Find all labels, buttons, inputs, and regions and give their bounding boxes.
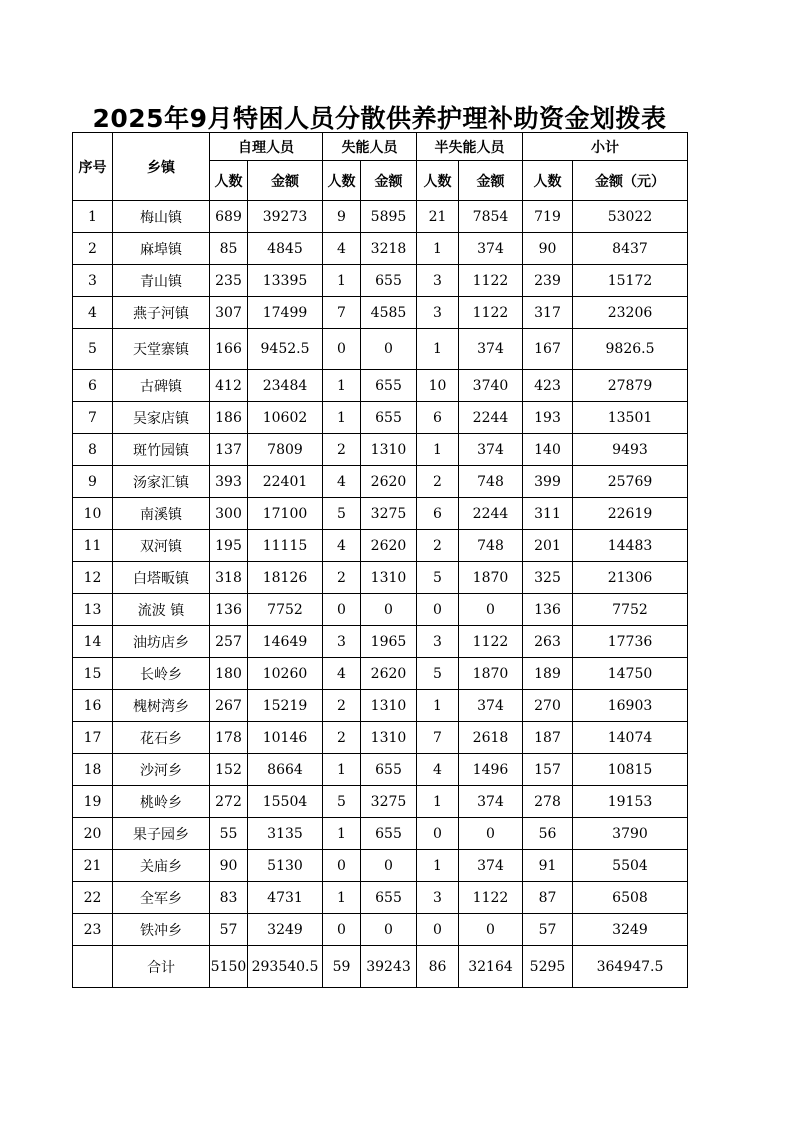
semi-disabled-count-cell: 3 xyxy=(417,882,459,914)
semi-disabled-count-cell: 1 xyxy=(417,850,459,882)
self-care-amount-cell: 4731 xyxy=(248,882,323,914)
town-cell: 麻埠镇 xyxy=(113,233,210,265)
disabled-amount-cell: 3218 xyxy=(361,233,417,265)
total-self-care-count-cell: 5150 xyxy=(210,946,248,988)
table-header xyxy=(73,133,688,201)
semi-disabled-count-cell: 2 xyxy=(417,530,459,562)
disabled-amount-cell: 655 xyxy=(361,882,417,914)
self-care-amount-cell: 9452.5 xyxy=(248,329,323,370)
town-cell: 流波 镇 xyxy=(113,594,210,626)
seq-cell: 18 xyxy=(73,754,113,786)
table-row xyxy=(73,530,688,562)
disabled-count-cell: 2 xyxy=(323,562,361,594)
semi-disabled-amount-cell: 1122 xyxy=(459,265,523,297)
seq-cell: 17 xyxy=(73,722,113,754)
semi-disabled-amount-cell: 374 xyxy=(459,690,523,722)
self-care-count-cell: 178 xyxy=(210,722,248,754)
subtotal-amount-cell: 14483 xyxy=(573,530,688,562)
table-row xyxy=(73,626,688,658)
disabled-amount-cell: 5895 xyxy=(361,201,417,233)
subtotal-amount-cell: 14750 xyxy=(573,658,688,690)
subtotal-count-cell: 317 xyxy=(523,297,573,329)
subtotal-amount-cell: 15172 xyxy=(573,265,688,297)
town-cell: 全军乡 xyxy=(113,882,210,914)
disabled-amount-cell: 2620 xyxy=(361,658,417,690)
header-subtotal: 小计 xyxy=(523,133,688,161)
town-cell: 槐树湾乡 xyxy=(113,690,210,722)
self-care-amount-cell: 14649 xyxy=(248,626,323,658)
disabled-amount-cell: 3275 xyxy=(361,498,417,530)
subtotal-amount-cell: 5504 xyxy=(573,850,688,882)
semi-disabled-amount-cell: 7854 xyxy=(459,201,523,233)
total-subtotal-amount-cell: 364947.5 xyxy=(573,946,688,988)
seq-cell: 16 xyxy=(73,690,113,722)
disabled-amount-cell: 655 xyxy=(361,754,417,786)
disabled-amount-cell: 2620 xyxy=(361,466,417,498)
town-cell: 花石乡 xyxy=(113,722,210,754)
subtotal-amount-cell: 21306 xyxy=(573,562,688,594)
semi-disabled-amount-cell: 0 xyxy=(459,818,523,850)
town-cell: 白塔畈镇 xyxy=(113,562,210,594)
self-care-count-cell: 57 xyxy=(210,914,248,946)
self-care-amount-cell: 3135 xyxy=(248,818,323,850)
subtotal-count-cell: 187 xyxy=(523,722,573,754)
subtotal-count-cell: 270 xyxy=(523,690,573,722)
semi-disabled-amount-cell: 2244 xyxy=(459,498,523,530)
table-row xyxy=(73,434,688,466)
subtotal-count-cell: 193 xyxy=(523,402,573,434)
semi-disabled-amount-cell: 374 xyxy=(459,233,523,265)
self-care-count-cell: 85 xyxy=(210,233,248,265)
seq-cell: 3 xyxy=(73,265,113,297)
subtotal-amount-cell: 14074 xyxy=(573,722,688,754)
semi-disabled-count-cell: 5 xyxy=(417,562,459,594)
self-care-count-cell: 136 xyxy=(210,594,248,626)
self-care-count-cell: 180 xyxy=(210,658,248,690)
semi-disabled-count-cell: 0 xyxy=(417,594,459,626)
header-subtotal-amount: 金额（元） xyxy=(573,161,688,201)
disabled-count-cell: 5 xyxy=(323,786,361,818)
total-disabled-amount-cell: 39243 xyxy=(361,946,417,988)
self-care-amount-cell: 3249 xyxy=(248,914,323,946)
self-care-amount-cell: 15504 xyxy=(248,786,323,818)
semi-disabled-count-cell: 0 xyxy=(417,914,459,946)
total-self-care-amount-cell: 293540.5 xyxy=(248,946,323,988)
semi-disabled-amount-cell: 1496 xyxy=(459,754,523,786)
self-care-count-cell: 272 xyxy=(210,786,248,818)
seq-cell: 19 xyxy=(73,786,113,818)
subtotal-count-cell: 399 xyxy=(523,466,573,498)
town-cell: 吴家店镇 xyxy=(113,402,210,434)
semi-disabled-count-cell: 1 xyxy=(417,690,459,722)
subtotal-amount-cell: 13501 xyxy=(573,402,688,434)
semi-disabled-amount-cell: 374 xyxy=(459,850,523,882)
seq-cell: 12 xyxy=(73,562,113,594)
seq-cell: 7 xyxy=(73,402,113,434)
subtotal-amount-cell: 3249 xyxy=(573,914,688,946)
town-cell: 关庙乡 xyxy=(113,850,210,882)
seq-cell: 8 xyxy=(73,434,113,466)
self-care-amount-cell: 10260 xyxy=(248,658,323,690)
table-row xyxy=(73,562,688,594)
seq-cell: 21 xyxy=(73,850,113,882)
self-care-count-cell: 235 xyxy=(210,265,248,297)
semi-disabled-count-cell: 6 xyxy=(417,402,459,434)
disabled-count-cell: 0 xyxy=(323,329,361,370)
town-cell: 斑竹园镇 xyxy=(113,434,210,466)
subtotal-amount-cell: 53022 xyxy=(573,201,688,233)
semi-disabled-amount-cell: 374 xyxy=(459,434,523,466)
header-self-care: 自理人员 xyxy=(210,133,323,161)
total-row xyxy=(73,946,688,988)
town-cell: 天堂寨镇 xyxy=(113,329,210,370)
disabled-count-cell: 2 xyxy=(323,722,361,754)
disabled-count-cell: 1 xyxy=(323,818,361,850)
self-care-amount-cell: 22401 xyxy=(248,466,323,498)
semi-disabled-count-cell: 5 xyxy=(417,658,459,690)
subtotal-amount-cell: 8437 xyxy=(573,233,688,265)
semi-disabled-count-cell: 6 xyxy=(417,498,459,530)
subtotal-amount-cell: 7752 xyxy=(573,594,688,626)
disabled-amount-cell: 2620 xyxy=(361,530,417,562)
subtotal-amount-cell: 9493 xyxy=(573,434,688,466)
disabled-amount-cell: 4585 xyxy=(361,297,417,329)
self-care-amount-cell: 7809 xyxy=(248,434,323,466)
self-care-count-cell: 412 xyxy=(210,370,248,402)
total-semi-disabled-count-cell: 86 xyxy=(417,946,459,988)
self-care-count-cell: 689 xyxy=(210,201,248,233)
subtotal-count-cell: 91 xyxy=(523,850,573,882)
self-care-count-cell: 137 xyxy=(210,434,248,466)
table-row xyxy=(73,329,688,370)
town-cell: 南溪镇 xyxy=(113,498,210,530)
disabled-count-cell: 0 xyxy=(323,594,361,626)
semi-disabled-amount-cell: 1122 xyxy=(459,626,523,658)
subtotal-amount-cell: 22619 xyxy=(573,498,688,530)
disabled-amount-cell: 1310 xyxy=(361,722,417,754)
subtotal-count-cell: 90 xyxy=(523,233,573,265)
total-semi-disabled-amount-cell: 32164 xyxy=(459,946,523,988)
disabled-amount-cell: 1310 xyxy=(361,434,417,466)
subtotal-count-cell: 239 xyxy=(523,265,573,297)
subtotal-count-cell: 325 xyxy=(523,562,573,594)
self-care-amount-cell: 23484 xyxy=(248,370,323,402)
semi-disabled-count-cell: 1 xyxy=(417,786,459,818)
subtotal-count-cell: 56 xyxy=(523,818,573,850)
self-care-amount-cell: 7752 xyxy=(248,594,323,626)
table-row xyxy=(73,498,688,530)
disabled-amount-cell: 3275 xyxy=(361,786,417,818)
semi-disabled-count-cell: 21 xyxy=(417,201,459,233)
subtotal-count-cell: 57 xyxy=(523,914,573,946)
disabled-count-cell: 4 xyxy=(323,530,361,562)
semi-disabled-amount-cell: 1870 xyxy=(459,562,523,594)
disabled-amount-cell: 0 xyxy=(361,594,417,626)
subtotal-count-cell: 423 xyxy=(523,370,573,402)
disabled-count-cell: 1 xyxy=(323,402,361,434)
disabled-count-cell: 1 xyxy=(323,754,361,786)
seq-cell: 6 xyxy=(73,370,113,402)
seq-cell: 14 xyxy=(73,626,113,658)
disabled-count-cell: 4 xyxy=(323,658,361,690)
semi-disabled-amount-cell: 374 xyxy=(459,329,523,370)
disabled-count-cell: 5 xyxy=(323,498,361,530)
table-row xyxy=(73,690,688,722)
subtotal-amount-cell: 3790 xyxy=(573,818,688,850)
header-self-care-amount: 金额 xyxy=(248,161,323,201)
header-town: 乡镇 xyxy=(113,133,210,201)
disabled-amount-cell: 655 xyxy=(361,402,417,434)
allocation-table xyxy=(72,132,688,988)
semi-disabled-amount-cell: 1122 xyxy=(459,882,523,914)
town-cell: 青山镇 xyxy=(113,265,210,297)
subtotal-count-cell: 140 xyxy=(523,434,573,466)
semi-disabled-count-cell: 7 xyxy=(417,722,459,754)
table-row xyxy=(73,297,688,329)
disabled-amount-cell: 1965 xyxy=(361,626,417,658)
semi-disabled-amount-cell: 2618 xyxy=(459,722,523,754)
subtotal-amount-cell: 9826.5 xyxy=(573,329,688,370)
disabled-count-cell: 4 xyxy=(323,466,361,498)
self-care-count-cell: 166 xyxy=(210,329,248,370)
self-care-count-cell: 300 xyxy=(210,498,248,530)
self-care-count-cell: 195 xyxy=(210,530,248,562)
subtotal-count-cell: 278 xyxy=(523,786,573,818)
self-care-amount-cell: 10602 xyxy=(248,402,323,434)
disabled-amount-cell: 655 xyxy=(361,265,417,297)
table-row xyxy=(73,466,688,498)
semi-disabled-count-cell: 1 xyxy=(417,233,459,265)
disabled-count-cell: 9 xyxy=(323,201,361,233)
table-row xyxy=(73,754,688,786)
self-care-amount-cell: 11115 xyxy=(248,530,323,562)
subtotal-amount-cell: 19153 xyxy=(573,786,688,818)
page-title: 2025年9月特困人员分散供养护理补助资金划拨表 xyxy=(92,104,667,133)
semi-disabled-count-cell: 2 xyxy=(417,466,459,498)
disabled-count-cell: 2 xyxy=(323,690,361,722)
subtotal-count-cell: 201 xyxy=(523,530,573,562)
semi-disabled-amount-cell: 748 xyxy=(459,530,523,562)
town-cell: 梅山镇 xyxy=(113,201,210,233)
subtotal-amount-cell: 17736 xyxy=(573,626,688,658)
disabled-amount-cell: 0 xyxy=(361,914,417,946)
town-cell: 古碑镇 xyxy=(113,370,210,402)
town-cell: 果子园乡 xyxy=(113,818,210,850)
header-disabled: 失能人员 xyxy=(323,133,417,161)
self-care-count-cell: 90 xyxy=(210,850,248,882)
subtotal-amount-cell: 27879 xyxy=(573,370,688,402)
town-cell: 油坊店乡 xyxy=(113,626,210,658)
self-care-count-cell: 257 xyxy=(210,626,248,658)
disabled-count-cell: 3 xyxy=(323,626,361,658)
semi-disabled-amount-cell: 0 xyxy=(459,914,523,946)
disabled-amount-cell: 655 xyxy=(361,818,417,850)
seq-cell: 1 xyxy=(73,201,113,233)
semi-disabled-amount-cell: 748 xyxy=(459,466,523,498)
table-row xyxy=(73,722,688,754)
town-cell: 沙河乡 xyxy=(113,754,210,786)
disabled-amount-cell: 655 xyxy=(361,370,417,402)
self-care-count-cell: 55 xyxy=(210,818,248,850)
table-row xyxy=(73,402,688,434)
self-care-amount-cell: 13395 xyxy=(248,265,323,297)
seq-cell: 2 xyxy=(73,233,113,265)
self-care-amount-cell: 15219 xyxy=(248,690,323,722)
semi-disabled-count-cell: 4 xyxy=(417,754,459,786)
self-care-count-cell: 152 xyxy=(210,754,248,786)
semi-disabled-amount-cell: 0 xyxy=(459,594,523,626)
header-semi-disabled-count: 人数 xyxy=(417,161,459,201)
seq-cell: 13 xyxy=(73,594,113,626)
disabled-count-cell: 2 xyxy=(323,434,361,466)
semi-disabled-count-cell: 0 xyxy=(417,818,459,850)
table-row xyxy=(73,882,688,914)
header-disabled-amount: 金额 xyxy=(361,161,417,201)
header-self-care-count: 人数 xyxy=(210,161,248,201)
table-row xyxy=(73,594,688,626)
semi-disabled-amount-cell: 2244 xyxy=(459,402,523,434)
seq-cell: 11 xyxy=(73,530,113,562)
total-town-cell: 合计 xyxy=(113,946,210,988)
self-care-amount-cell: 39273 xyxy=(248,201,323,233)
subtotal-amount-cell: 16903 xyxy=(573,690,688,722)
subtotal-amount-cell: 6508 xyxy=(573,882,688,914)
self-care-count-cell: 318 xyxy=(210,562,248,594)
disabled-count-cell: 0 xyxy=(323,914,361,946)
header-subtotal-count: 人数 xyxy=(523,161,573,201)
town-cell: 燕子河镇 xyxy=(113,297,210,329)
subtotal-count-cell: 167 xyxy=(523,329,573,370)
total-disabled-count-cell: 59 xyxy=(323,946,361,988)
seq-cell: 4 xyxy=(73,297,113,329)
semi-disabled-count-cell: 3 xyxy=(417,626,459,658)
self-care-amount-cell: 17499 xyxy=(248,297,323,329)
semi-disabled-amount-cell: 1870 xyxy=(459,658,523,690)
subtotal-amount-cell: 25769 xyxy=(573,466,688,498)
table-row xyxy=(73,786,688,818)
header-semi-disabled-amount: 金额 xyxy=(459,161,523,201)
total-seq-cell xyxy=(73,946,113,988)
semi-disabled-count-cell: 1 xyxy=(417,329,459,370)
seq-cell: 5 xyxy=(73,329,113,370)
disabled-count-cell: 0 xyxy=(323,850,361,882)
table-row xyxy=(73,233,688,265)
self-care-count-cell: 83 xyxy=(210,882,248,914)
town-cell: 桃岭乡 xyxy=(113,786,210,818)
self-care-amount-cell: 18126 xyxy=(248,562,323,594)
seq-cell: 9 xyxy=(73,466,113,498)
seq-cell: 15 xyxy=(73,658,113,690)
table-row xyxy=(73,914,688,946)
town-cell: 铁冲乡 xyxy=(113,914,210,946)
table-row xyxy=(73,658,688,690)
subtotal-count-cell: 157 xyxy=(523,754,573,786)
subtotal-count-cell: 719 xyxy=(523,201,573,233)
self-care-amount-cell: 8664 xyxy=(248,754,323,786)
disabled-count-cell: 1 xyxy=(323,265,361,297)
semi-disabled-amount-cell: 1122 xyxy=(459,297,523,329)
semi-disabled-count-cell: 1 xyxy=(417,434,459,466)
town-cell: 双河镇 xyxy=(113,530,210,562)
header-disabled-count: 人数 xyxy=(323,161,361,201)
self-care-amount-cell: 10146 xyxy=(248,722,323,754)
semi-disabled-count-cell: 10 xyxy=(417,370,459,402)
semi-disabled-amount-cell: 374 xyxy=(459,786,523,818)
subtotal-count-cell: 87 xyxy=(523,882,573,914)
subtotal-amount-cell: 10815 xyxy=(573,754,688,786)
subtotal-count-cell: 136 xyxy=(523,594,573,626)
semi-disabled-count-cell: 3 xyxy=(417,265,459,297)
disabled-amount-cell: 1310 xyxy=(361,562,417,594)
town-cell: 汤家汇镇 xyxy=(113,466,210,498)
self-care-count-cell: 307 xyxy=(210,297,248,329)
disabled-amount-cell: 0 xyxy=(361,329,417,370)
semi-disabled-count-cell: 3 xyxy=(417,297,459,329)
table-row xyxy=(73,201,688,233)
semi-disabled-amount-cell: 3740 xyxy=(459,370,523,402)
disabled-count-cell: 1 xyxy=(323,882,361,914)
self-care-amount-cell: 4845 xyxy=(248,233,323,265)
seq-cell: 22 xyxy=(73,882,113,914)
disabled-count-cell: 1 xyxy=(323,370,361,402)
self-care-count-cell: 186 xyxy=(210,402,248,434)
seq-cell: 20 xyxy=(73,818,113,850)
subtotal-count-cell: 263 xyxy=(523,626,573,658)
self-care-count-cell: 267 xyxy=(210,690,248,722)
self-care-amount-cell: 5130 xyxy=(248,850,323,882)
table-row xyxy=(73,818,688,850)
subtotal-count-cell: 189 xyxy=(523,658,573,690)
subtotal-count-cell: 311 xyxy=(523,498,573,530)
town-cell: 长岭乡 xyxy=(113,658,210,690)
table-row xyxy=(73,265,688,297)
seq-cell: 23 xyxy=(73,914,113,946)
disabled-amount-cell: 0 xyxy=(361,850,417,882)
table-row xyxy=(73,370,688,402)
seq-cell: 10 xyxy=(73,498,113,530)
header-semi-disabled: 半失能人员 xyxy=(417,133,523,161)
table-row xyxy=(73,850,688,882)
disabled-count-cell: 7 xyxy=(323,297,361,329)
header-seq: 序号 xyxy=(73,133,113,201)
subtotal-amount-cell: 23206 xyxy=(573,297,688,329)
self-care-count-cell: 393 xyxy=(210,466,248,498)
self-care-amount-cell: 17100 xyxy=(248,498,323,530)
table-body xyxy=(73,201,688,988)
disabled-amount-cell: 1310 xyxy=(361,690,417,722)
disabled-count-cell: 4 xyxy=(323,233,361,265)
total-subtotal-count-cell: 5295 xyxy=(523,946,573,988)
